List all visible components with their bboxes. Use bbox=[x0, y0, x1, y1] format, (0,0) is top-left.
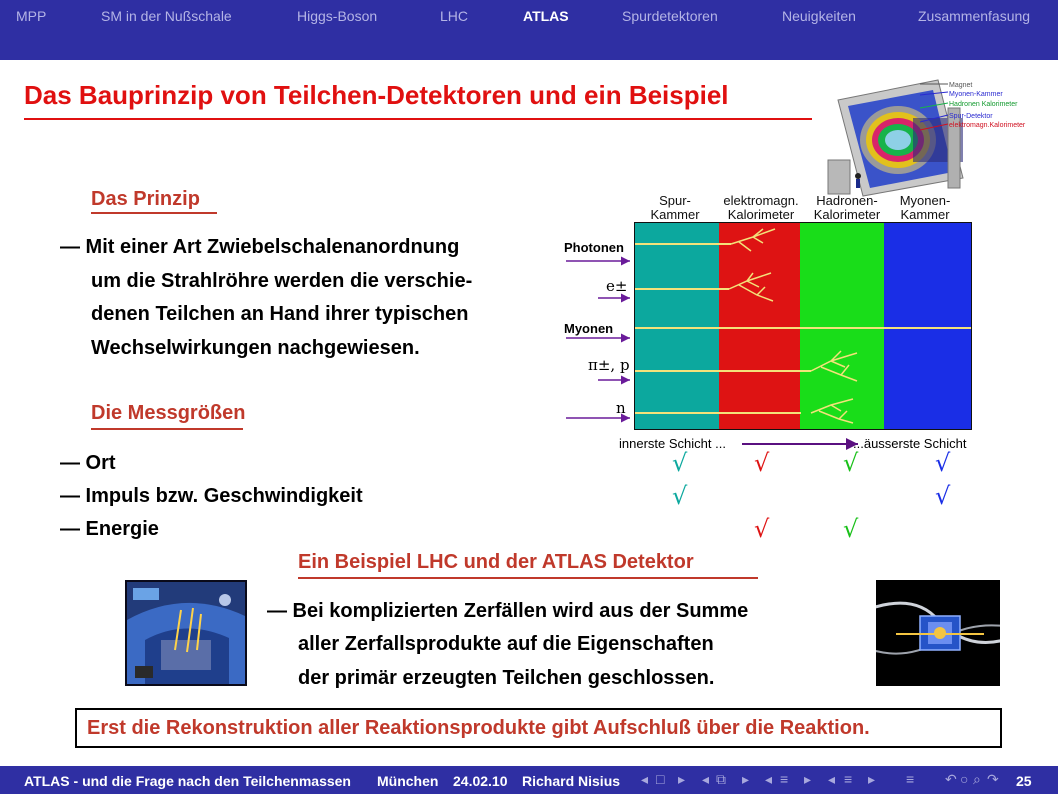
nav-item-neuigkeiten[interactable]: Neuigkeiten bbox=[782, 8, 856, 24]
mini-legend-magnet: Magnet bbox=[949, 82, 973, 89]
layer-header-muon-chamber bbox=[888, 194, 962, 222]
layer-header-hadron-line2: Kalorimeter bbox=[813, 207, 881, 222]
example-line-3: der primär erzeugten Teilchen geschlossen. bbox=[298, 667, 715, 689]
check-position-em-calorimeter: √ bbox=[754, 449, 770, 477]
check-energy-hadron-calorimeter: √ bbox=[843, 515, 859, 543]
measure-energy: — Energie bbox=[60, 518, 159, 540]
nav-prev-subsection-icon[interactable]: ◂ bbox=[765, 771, 773, 787]
nav-item-sm[interactable]: SM in der Nußschale bbox=[101, 8, 232, 24]
measure-momentum: — Impuls bzw. Geschwindigkeit bbox=[60, 485, 363, 507]
nav-prev-frame-icon[interactable]: ◂ bbox=[702, 771, 710, 787]
principle-line-3: denen Teilchen an Hand ihrer typischen bbox=[91, 303, 469, 325]
particle-label-electron: e± bbox=[606, 277, 628, 295]
layer-header-hadron-line1: Hadronen- bbox=[816, 193, 878, 208]
particle-label-pion-proton: π±, p bbox=[588, 356, 630, 374]
nav-item-lhc[interactable]: LHC bbox=[440, 8, 469, 24]
nav-item-mpp[interactable]: MPP bbox=[16, 8, 47, 24]
footer-bar bbox=[0, 766, 1058, 794]
check-momentum-tracker: √ bbox=[672, 482, 688, 510]
nav-next-section-icon[interactable]: ▸ bbox=[868, 771, 876, 787]
frame-icon[interactable]: ⧉ bbox=[716, 771, 726, 787]
check-momentum-muon-chamber: √ bbox=[935, 482, 951, 510]
axis-label-inner: innerste Schicht ... bbox=[619, 436, 726, 451]
footer-author: Richard Nisius bbox=[522, 773, 621, 789]
subsection-icon[interactable]: ≡ bbox=[780, 771, 789, 787]
particle-tracks bbox=[635, 223, 971, 429]
check-position-muon-chamber: √ bbox=[935, 449, 951, 477]
layer-header-tracker-line1: Spur- bbox=[659, 193, 691, 208]
nav-prev-section-icon[interactable]: ◂ bbox=[828, 771, 836, 787]
search-zoom-icon[interactable]: ⌕ bbox=[973, 771, 981, 787]
atlas-detector-render-image bbox=[876, 580, 1000, 686]
layer-header-em-calorimeter bbox=[716, 194, 806, 222]
nav-item-higgs[interactable]: Higgs-Boson bbox=[297, 8, 378, 24]
forward-icon[interactable]: ↷ bbox=[987, 771, 999, 787]
layer-header-em-line2: Kalorimeter bbox=[727, 207, 795, 222]
example-line-2: aller Zerfallsprodukte auf die Eigenschaften bbox=[298, 633, 714, 655]
nav-item-spurdetektoren[interactable]: Spurdetektoren bbox=[622, 8, 718, 24]
particle-label-neutron: n bbox=[616, 399, 626, 417]
top-navigation-bar bbox=[0, 0, 1058, 60]
search-icon[interactable]: ○ bbox=[960, 771, 969, 787]
principle-heading-underline bbox=[91, 212, 217, 214]
nav-item-zusammenfasung[interactable]: Zusammenfasung bbox=[918, 8, 1031, 24]
outline-icon[interactable]: ≡ bbox=[906, 771, 915, 787]
footer-place: München bbox=[377, 773, 439, 789]
check-energy-em-calorimeter: √ bbox=[754, 515, 770, 543]
mini-legend-muon: Myonen-Kammer bbox=[949, 91, 1003, 98]
conclusion-text: Erst die Rekonstruktion aller Reaktionsprodukte gibt Aufschluß über die Reaktion. bbox=[87, 717, 870, 739]
particle-label-photon: Photonen bbox=[564, 240, 624, 255]
footer-talk-title: ATLAS - und die Frage nach den Teilchenmassen bbox=[24, 773, 351, 789]
detector-layer-diagram bbox=[634, 222, 972, 430]
title-underline bbox=[24, 118, 812, 120]
layer-header-em-line1: elektromagn. bbox=[723, 193, 799, 208]
nav-next-frame-icon[interactable]: ▸ bbox=[742, 771, 750, 787]
mini-legend-em: elektromagn.Kalorimeter bbox=[949, 122, 1026, 129]
atlas-event-display-image bbox=[125, 580, 247, 686]
measures-heading: Die Messgrößen bbox=[91, 402, 246, 424]
principle-line-1: — Mit einer Art Zwiebelschalenanordnung bbox=[60, 236, 460, 258]
footer-page-number: 25 bbox=[1016, 773, 1032, 789]
layer-header-muon-line1: Myonen- bbox=[899, 193, 951, 208]
particle-label-muon: Myonen bbox=[564, 321, 614, 336]
example-line-1: — Bei komplizierten Zerfällen wird aus der Summe bbox=[267, 600, 749, 622]
principle-line-2: um die Strahlröhre werden die verschie- bbox=[91, 270, 473, 292]
check-position-hadron-calorimeter: √ bbox=[843, 449, 859, 477]
conclusion-box bbox=[75, 708, 1002, 748]
layer-header-muon-line2: Kammer bbox=[900, 207, 950, 222]
slide-title: Das Bauprinzip von Teilchen-Detektoren und ein Beispiel bbox=[24, 80, 729, 110]
mini-legend-tracker: Spur-Detektor bbox=[949, 113, 993, 120]
particle-arrows bbox=[560, 240, 634, 440]
check-position-tracker: √ bbox=[672, 449, 688, 477]
nav-next-slide-icon[interactable]: ▸ bbox=[678, 771, 686, 787]
atlas-detector-illustration bbox=[818, 78, 1038, 198]
layer-header-tracker-line2: Kammer bbox=[650, 207, 700, 222]
measures-heading-underline bbox=[91, 428, 243, 430]
nav-item-atlas[interactable]: ATLAS bbox=[523, 8, 569, 24]
nav-prev-slide-icon[interactable]: ◂ bbox=[641, 771, 649, 787]
layer-header-hadron-calorimeter bbox=[806, 194, 888, 222]
example-heading-underline bbox=[298, 577, 758, 579]
slide-icon[interactable]: □ bbox=[656, 771, 665, 787]
principle-line-4: Wechselwirkungen nachgewiesen. bbox=[91, 337, 420, 359]
section-icon[interactable]: ≡ bbox=[844, 771, 853, 787]
principle-heading: Das Prinzip bbox=[91, 188, 200, 210]
footer-date: 24.02.10 bbox=[453, 773, 508, 789]
back-icon[interactable]: ↶ bbox=[945, 771, 957, 787]
nav-next-subsection-icon[interactable]: ▸ bbox=[804, 771, 812, 787]
example-heading: Ein Beispiel LHC und der ATLAS Detektor bbox=[298, 551, 694, 573]
measure-position: — Ort bbox=[60, 452, 116, 474]
mini-legend-hadron: Hadronen Kalorimeter bbox=[949, 101, 1018, 108]
axis-label-outer: ...äusserste Schicht bbox=[853, 436, 967, 451]
layer-header-tracker bbox=[640, 194, 710, 222]
